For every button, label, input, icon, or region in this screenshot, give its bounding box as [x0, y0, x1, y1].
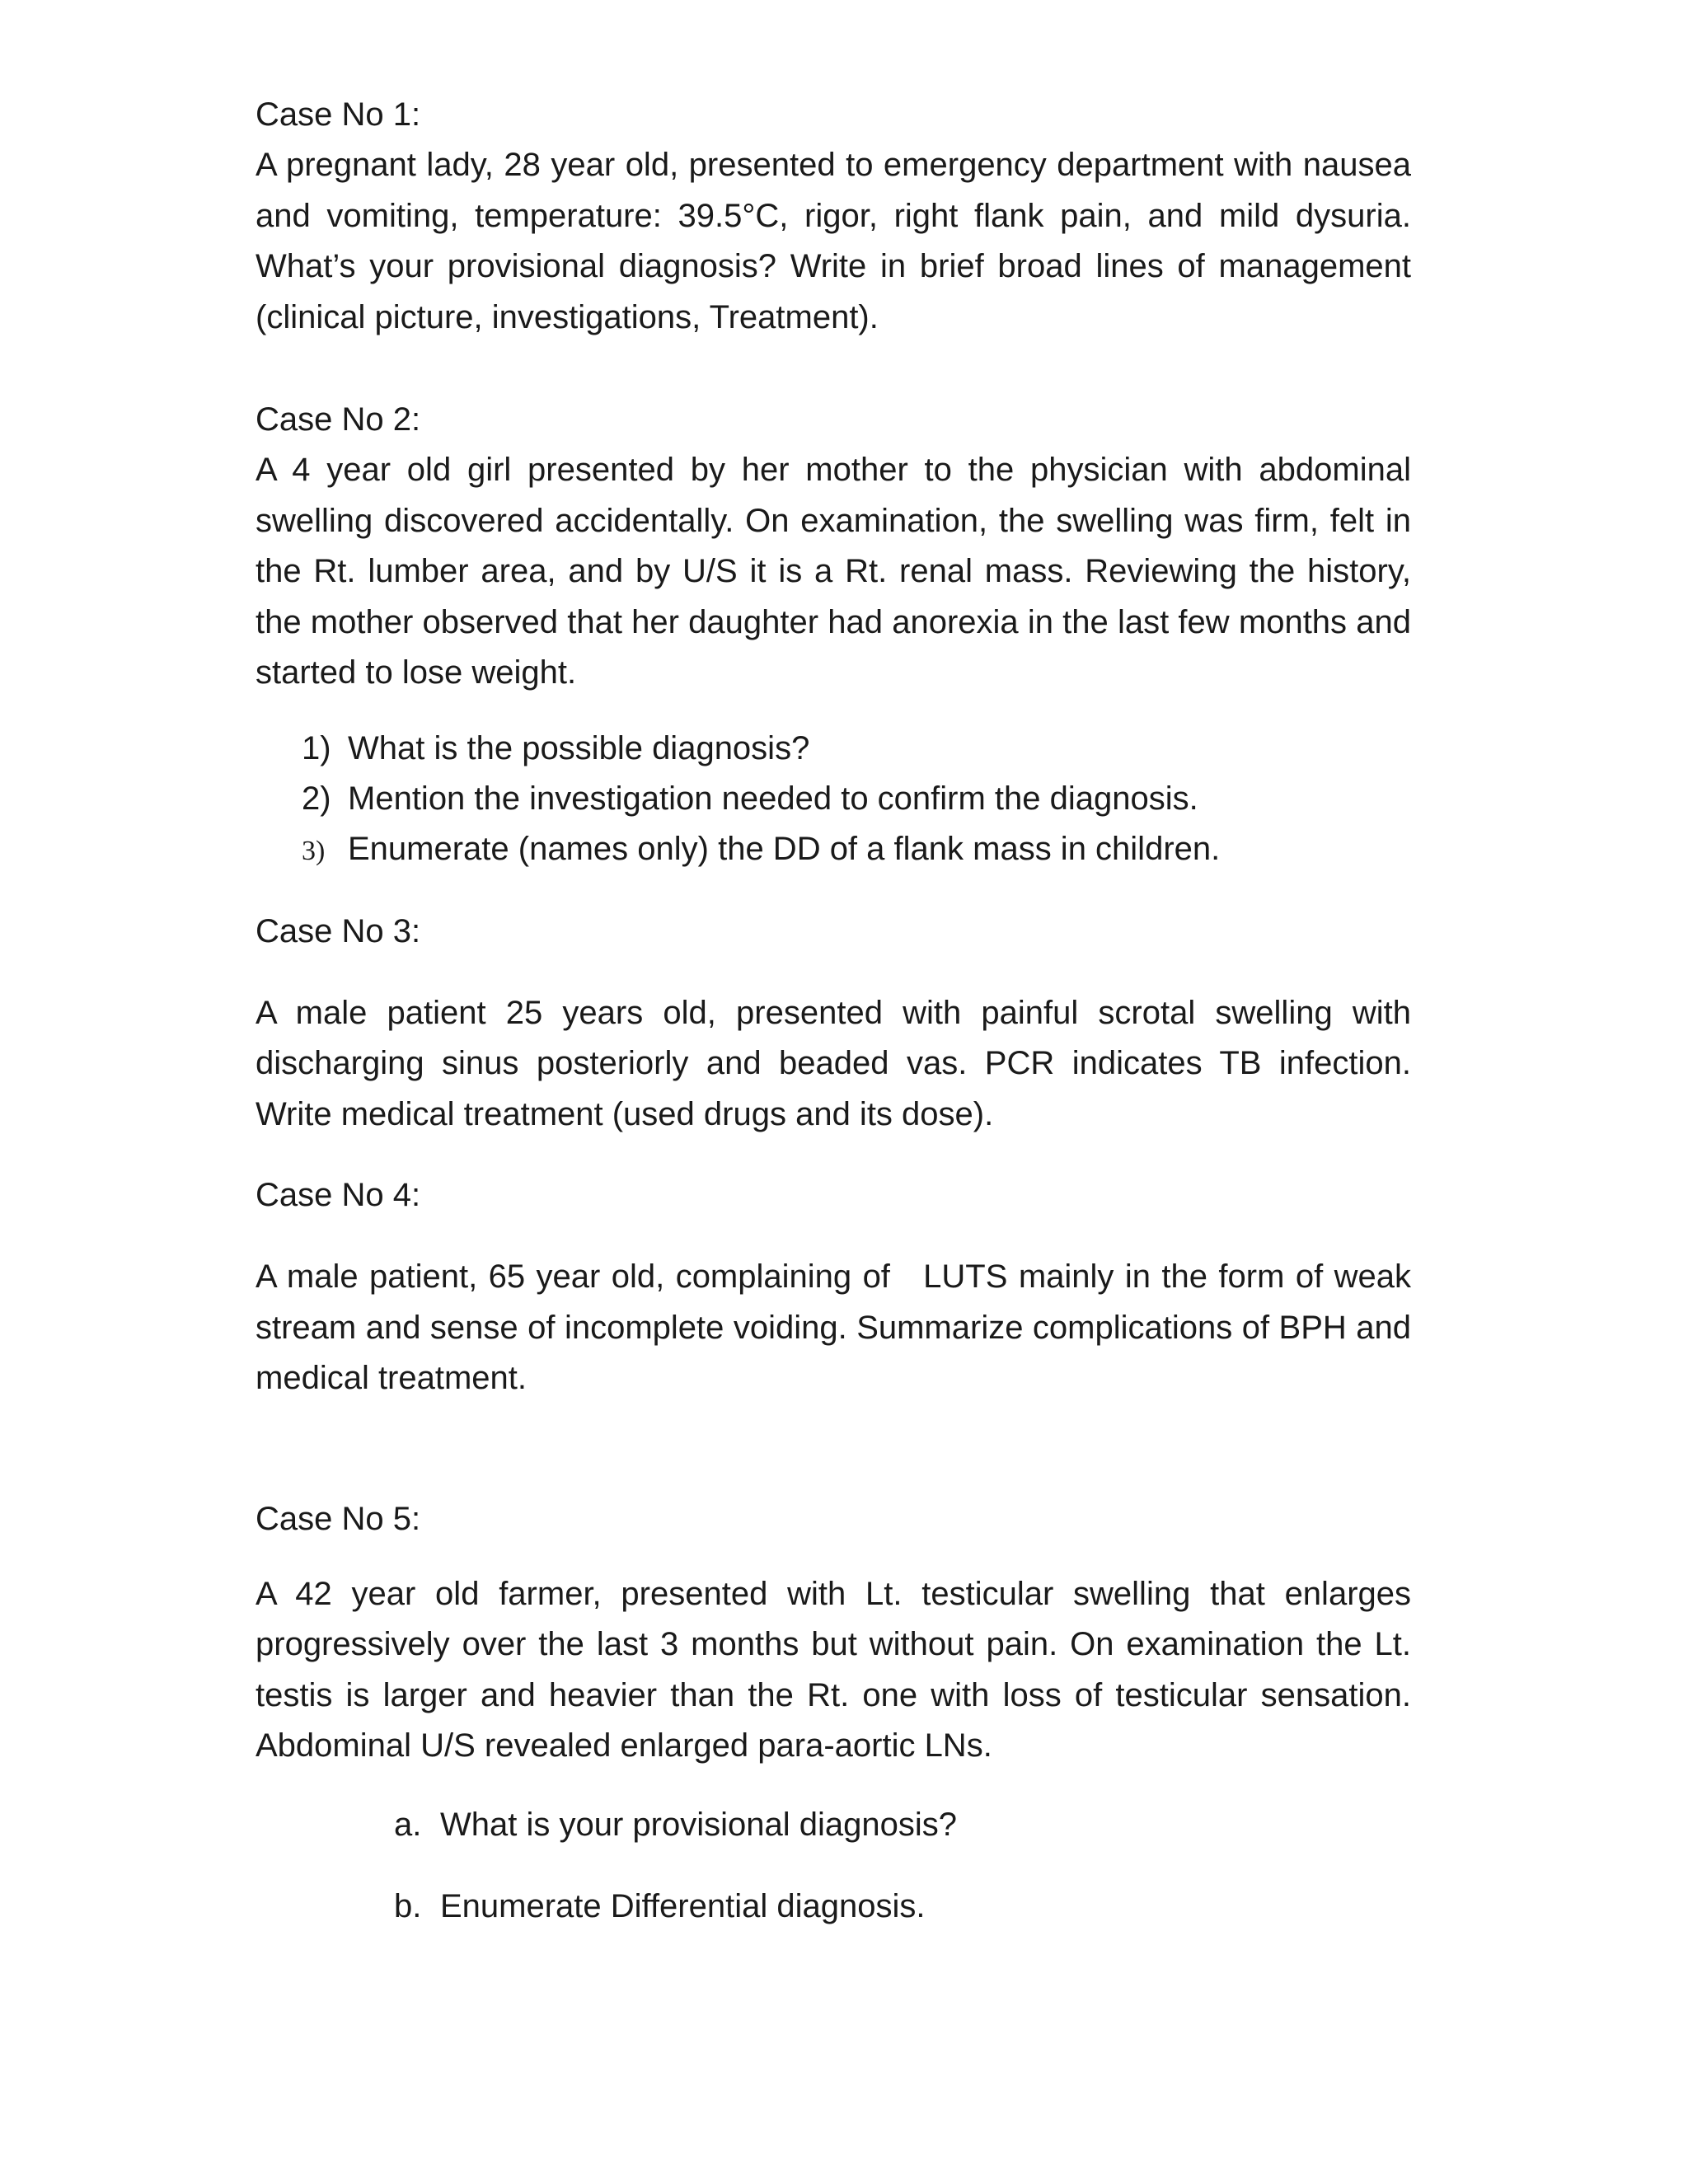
- list-item: [256, 1800, 1411, 1850]
- list-marker: b.: [394, 1887, 422, 1924]
- question-text: What is your provisional diagnosis?: [440, 1806, 957, 1843]
- case-5-body: A 42 year old farmer, presented with Lt. testicular swelling that enlarges progressively over the last 3 months but without pain. On examination the Lt. testis is larger and heavier than the Rt. one with loss of testicular sensation. Abdominal U/S revealed enlarged para-aortic LNs.: [256, 1575, 1411, 1764]
- case-3: [256, 906, 1411, 1141]
- list-item: [256, 824, 1411, 876]
- case-4-heading: Case No 4:: [256, 1177, 421, 1213]
- case-1-body: A pregnant lady, 28 year old, presented to emergency department with nausea and vomiting, temperature: 39.5°C, rigor, right flank pain, and mild dysuria. What’s your provisional diagnosis? Write in brief broad lines of management (clinical picture, investigations, Treatment).: [256, 147, 1411, 335]
- question-text: Mention the investigation needed to confirm the diagnosis.: [348, 780, 1198, 817]
- case-5-questions: [256, 1800, 1411, 1932]
- case-3-body: A male patient 25 years old, presented with painful scrotal swelling with discharging sinus posteriorly and beaded vas. PCR indicates TB infection. Write medical treatment (used drugs and its dose).: [256, 994, 1411, 1132]
- case-4-body: A male patient, 65 year old, complaining of LUTS mainly in the form of weak stream and sense of incomplete voiding. Summarize complications of BPH and medical treatment.: [256, 1258, 1421, 1396]
- case-2-heading: Case No 2:: [256, 401, 421, 438]
- list-item: [256, 724, 1411, 774]
- list-marker: 1): [302, 729, 331, 766]
- list-marker: 2): [302, 780, 331, 817]
- case-2: [256, 394, 1411, 876]
- question-text: Enumerate (names only) the DD of a flank mass in children.: [348, 830, 1221, 867]
- case-1-heading: Case No 1:: [256, 96, 421, 133]
- document-content: [256, 89, 1421, 1932]
- list-item: [256, 1882, 1411, 1932]
- case-4: [256, 1169, 1421, 1404]
- case-2-questions: [256, 724, 1411, 876]
- case-5-heading: Case No 5:: [256, 1500, 421, 1537]
- list-item: [256, 774, 1411, 824]
- case-3-heading: Case No 3:: [256, 912, 421, 949]
- list-marker: a.: [394, 1806, 422, 1843]
- question-text: Enumerate Differential diagnosis.: [440, 1887, 926, 1924]
- case-1: [256, 89, 1411, 343]
- case-5: [256, 1493, 1411, 1932]
- case-2-body: A 4 year old girl presented by her mother to the physician with abdominal swelling discovered accidentally. On examination, the swelling was firm, felt in the Rt. lumber area, and by U/S it is a Rt. renal mass. Reviewing the history, the mother observed that her daughter had anorexia in the last few months and started to lose weight.: [256, 452, 1411, 691]
- list-marker: 3): [302, 835, 326, 866]
- question-text: What is the possible diagnosis?: [348, 729, 810, 766]
